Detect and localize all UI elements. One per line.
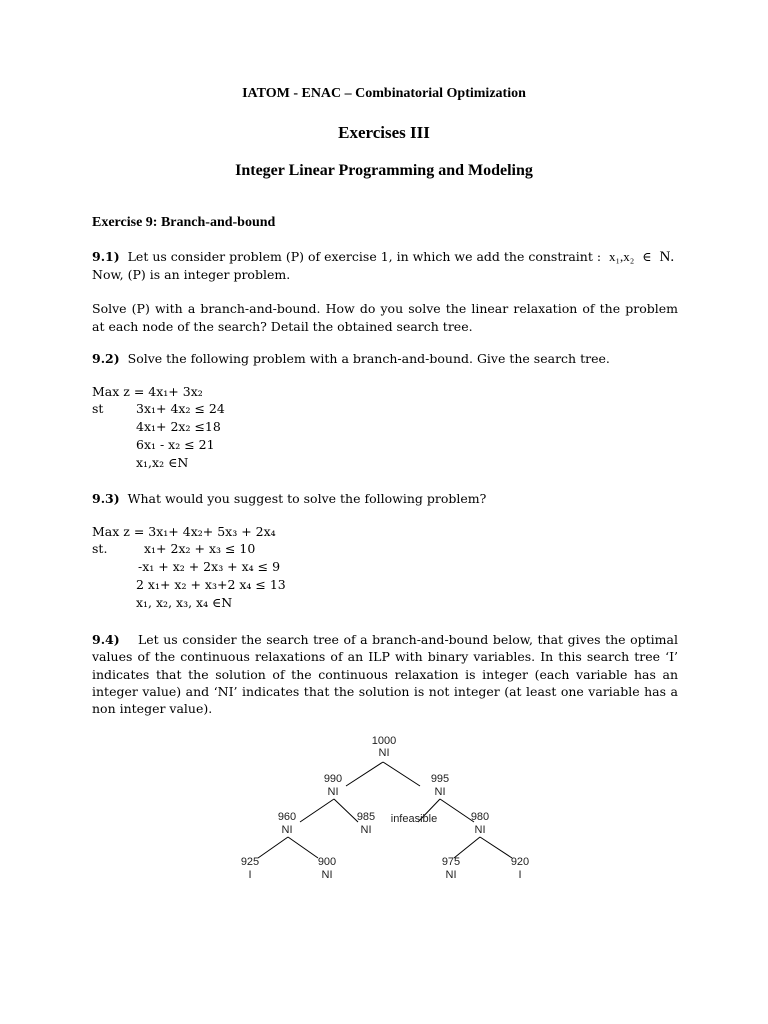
node-status: NI [474,824,486,836]
node-status: I [518,869,522,881]
constraint-line: 4x₁+ 2x₂ ≤18 [136,419,221,434]
constraint-line: 3x₁+ 4x₂ ≤ 24 [136,401,225,416]
tree-edge [334,799,358,822]
node-status: NI [445,869,457,881]
tree-edge [288,837,318,858]
question-number: 9.1) [92,249,120,264]
objective-line: Max z = 4x₁+ 3x₂ [92,384,203,399]
tree-edge [440,799,474,822]
domain-line: x₁,x₂ ∈N [136,455,189,470]
node-status: NI [321,869,333,881]
node-value: 960 [277,811,297,823]
domain-line: x₁, x₂, x₃, x₄ ∈N [136,595,233,610]
node-status: I [248,869,252,881]
node-value: 975 [441,856,461,868]
question-text: What would you suggest to solve the following problem? [127,491,487,506]
node-value: 995 [430,773,450,785]
question-text: Solve the following problem with a branch-and-bound. Give the search tree. [127,351,610,366]
constraint-line: 6x₁ - x₂ ≤ 21 [136,437,215,452]
page-title: Exercises III [338,123,430,142]
node-status: NI [378,747,390,759]
node-value: 920 [510,856,530,868]
question-number: 9.4) [92,632,120,647]
course-title: IATOM - ENAC – Combinatorial Optimization [242,86,526,101]
node-value: 990 [323,773,343,785]
tree-edge [383,762,420,786]
st-label: st [92,401,104,416]
constraint-line: 2 x₁+ x₂ + x₃+2 x₄ ≤ 13 [136,577,286,592]
node-status: NI [360,824,372,836]
objective-line: Max z = 3x₁+ 4x₂+ 5x₃ + 2x₄ [92,524,276,539]
question-text: Now, (P) is an integer problem. [92,267,291,282]
question-paragraph: Solve (P) with a branch-and-bound. How do you solve the linear relaxation of the problem at each node of the search? Detail the obtained search tree. [92,301,678,334]
constraint-line: x₁+ 2x₂ + x₃ ≤ 10 [144,541,256,556]
node-value: infeasible [390,813,438,825]
node-status: NI [281,824,293,836]
question-number: 9.2) [92,351,120,366]
node-value: 900 [317,856,337,868]
question-text: Let us consider problem (P) of exercise 1, in which we add the constraint : [127,249,602,264]
node-value: 925 [240,856,260,868]
node-value: 985 [356,811,376,823]
exercise-heading: Exercise 9: Branch-and-bound [92,215,276,230]
node-status: NI [327,786,339,798]
question-number: 9.3) [92,491,120,506]
question-text: Let us consider the search tree of a branch-and-bound below, that gives the optimal values of the continuous relaxations of an ILP with binary variables. In this search tree ‘I’ indicates that the solution of the continuous relaxation is integer (each variable has an integer value) and ‘NI’ indicates that the solution is not integer (at least one variable has a non integer value). [92,632,678,717]
tree-edge [300,799,334,822]
st-label: st. [92,541,108,556]
node-status: NI [434,786,446,798]
tree-edge [480,837,512,858]
constraint-line: -x₁ + x₂ + 2x₃ + x₄ ≤ 9 [138,559,281,574]
page-subtitle: Integer Linear Programming and Modeling [235,162,533,179]
element-of-symbol: ∈ [642,249,652,264]
node-value: 980 [470,811,490,823]
tree-edge [258,837,288,858]
tree-edge [454,837,480,858]
tree-edge [346,762,383,786]
natural-set: N. [659,249,675,265]
node-value: 1000 [371,735,397,747]
constraint-vars: x₁,x₂ [608,249,635,264]
